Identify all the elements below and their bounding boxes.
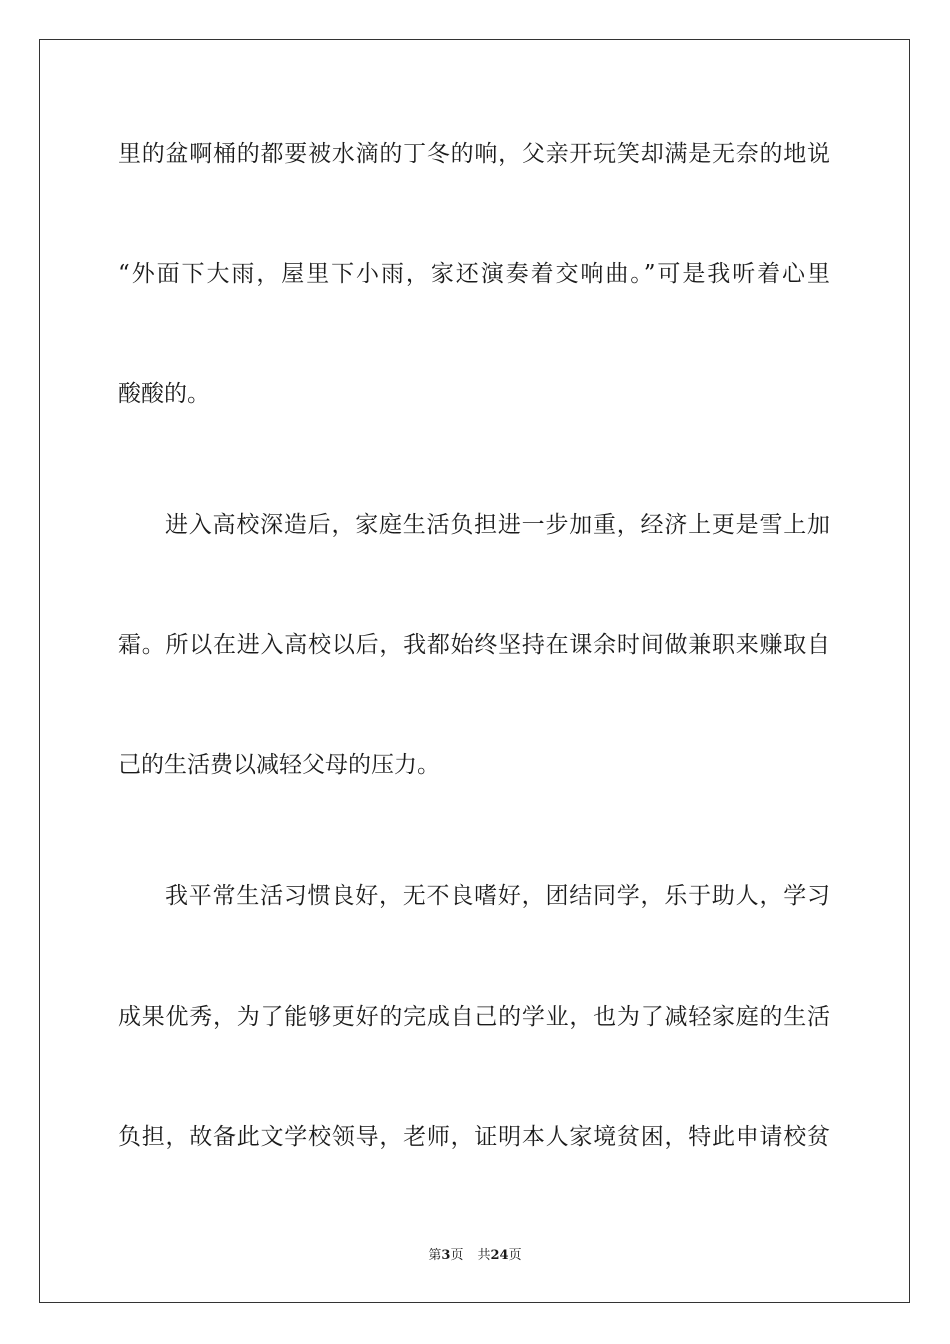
text-line: “外面下大雨，屋里下小雨，家还演奏着交响曲。”可是我听着心里 bbox=[118, 261, 830, 287]
text-line: 负担，故备此文学校领导，老师，证明本人家境贫困，特此申请校贫 bbox=[118, 1124, 830, 1150]
paragraph-first-line: 进入高校深造后，家庭生活负担进一步加重，经济上更是雪上加 bbox=[165, 512, 830, 538]
text-line: 霜。所以在进入高校以后，我都始终坚持在课余时间做兼职来赚取自 bbox=[118, 632, 830, 658]
page-label-prefix: 第 bbox=[428, 1248, 442, 1263]
total-label-suffix: 页 bbox=[508, 1248, 522, 1263]
text-line: 己的生活费以减轻父母的压力。 bbox=[118, 752, 440, 778]
text-line: 成果优秀，为了能够更好的完成自己的学业，也为了减轻家庭的生活 bbox=[118, 1004, 830, 1030]
total-page-number: 24 bbox=[490, 1248, 509, 1263]
paragraph-first-line: 我平常生活习惯良好，无不良嗜好，团结同学，乐于助人，学习 bbox=[165, 883, 830, 909]
page-label-suffix: 页 bbox=[450, 1248, 464, 1263]
current-page-number: 3 bbox=[441, 1248, 451, 1263]
total-label-prefix: 共 bbox=[477, 1248, 491, 1263]
text-line: 里的盆啊桶的都要被水滴的丁冬的响，父亲开玩笑却满是无奈的地说 bbox=[118, 141, 830, 167]
text-line: 酸酸的。 bbox=[118, 381, 210, 407]
page-border bbox=[39, 39, 910, 1303]
page-footer bbox=[0, 1247, 950, 1265]
